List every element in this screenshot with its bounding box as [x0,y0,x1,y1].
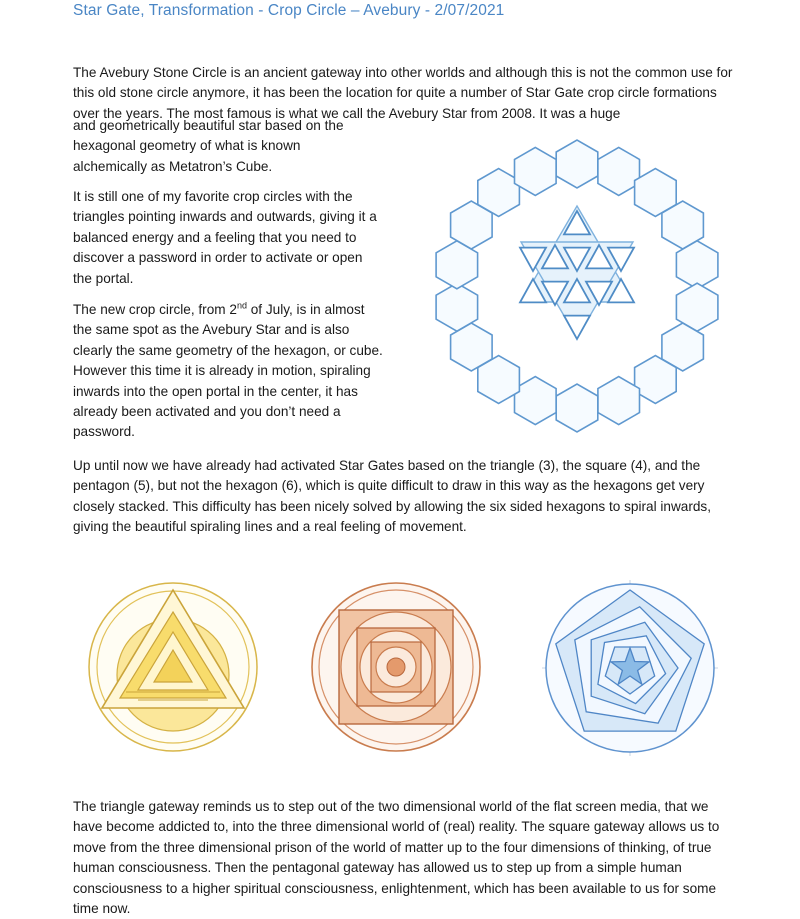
hexagon-cell [556,384,598,432]
paragraph-new-circle-b: of July, is in almost the same spot as the Avebury Star and is also clearly the same geometry of the hexagon, or cube. However this time it is already in motion, spiraling inwards into the open portal in the center, it has already been activated and you don’t need a password. [73,302,383,440]
square-gateway-drawing-icon [309,580,483,754]
hexagon-cell [556,140,598,188]
hexagon-cell [598,147,640,195]
paragraph-intro: The Avebury Stone Circle is an ancient gateway into other worlds and although this is not the common use for this old stone circle anymore, it has been the location for quite a number of Star Gate crop circle formations over the years. The most famous is what we call the Avebury Star from 2008. It was a huge [73,65,733,121]
hexagon-cell [598,377,640,425]
ordinal-superscript: nd [236,300,247,311]
hexagon-star-drawing-icon [427,128,727,444]
paragraph-star-gates: Up until now we have already had activated Star Gates based on the triangle (3), the square (4), and the pentagon (5), but not the hexagon (6), which is quite difficult to draw in this way as the hexagons get very closely stacked. This difficulty has been nicely solved by allowing the six sided hexagons to spiral inwards, giving the beautiful spiraling lines and a real feeling of movement. [73,458,711,535]
paragraph-gateways: The triangle gateway reminds us to step out of the two dimensional world of the flat screen media, that we have become addicted to, into the three dimensional world of (real) reality. The square gateway allows us to move from the three dimensional prison of the world of matter up to the four dimensions of thinking, of true human consciousness. Then the pentagonal gateway has allowed us to step up from a simple human consciousness to a higher spiritual consciousness, enlightenment, which has been available to us for some time now. [73,799,720,917]
paragraph-new-circle [73,300,385,443]
triangle-gateway-drawing-icon [86,580,260,754]
hexagon-cell [515,377,557,425]
paragraph-favorite: It is still one of my favorite crop circles with the triangles pointing inwards and outwards, giving it a balanced energy and a feeling that you need to discover a password in order to activate or open the portal. [73,189,377,286]
hexagon-cell [515,147,557,195]
paragraph-new-circle-a: The new crop circle, from 2 [73,302,237,317]
small-triangle [564,316,590,339]
page-title: Star Gate, Transformation - Crop Circle – Avebury - 2/07/2021 [73,2,505,19]
paragraph-intro-continued: and geometrically beautiful star based on the hexagonal geometry of what is known alchemically as Metatron’s Cube. [73,118,344,174]
pentagon-gateway-drawing-icon [540,578,720,758]
